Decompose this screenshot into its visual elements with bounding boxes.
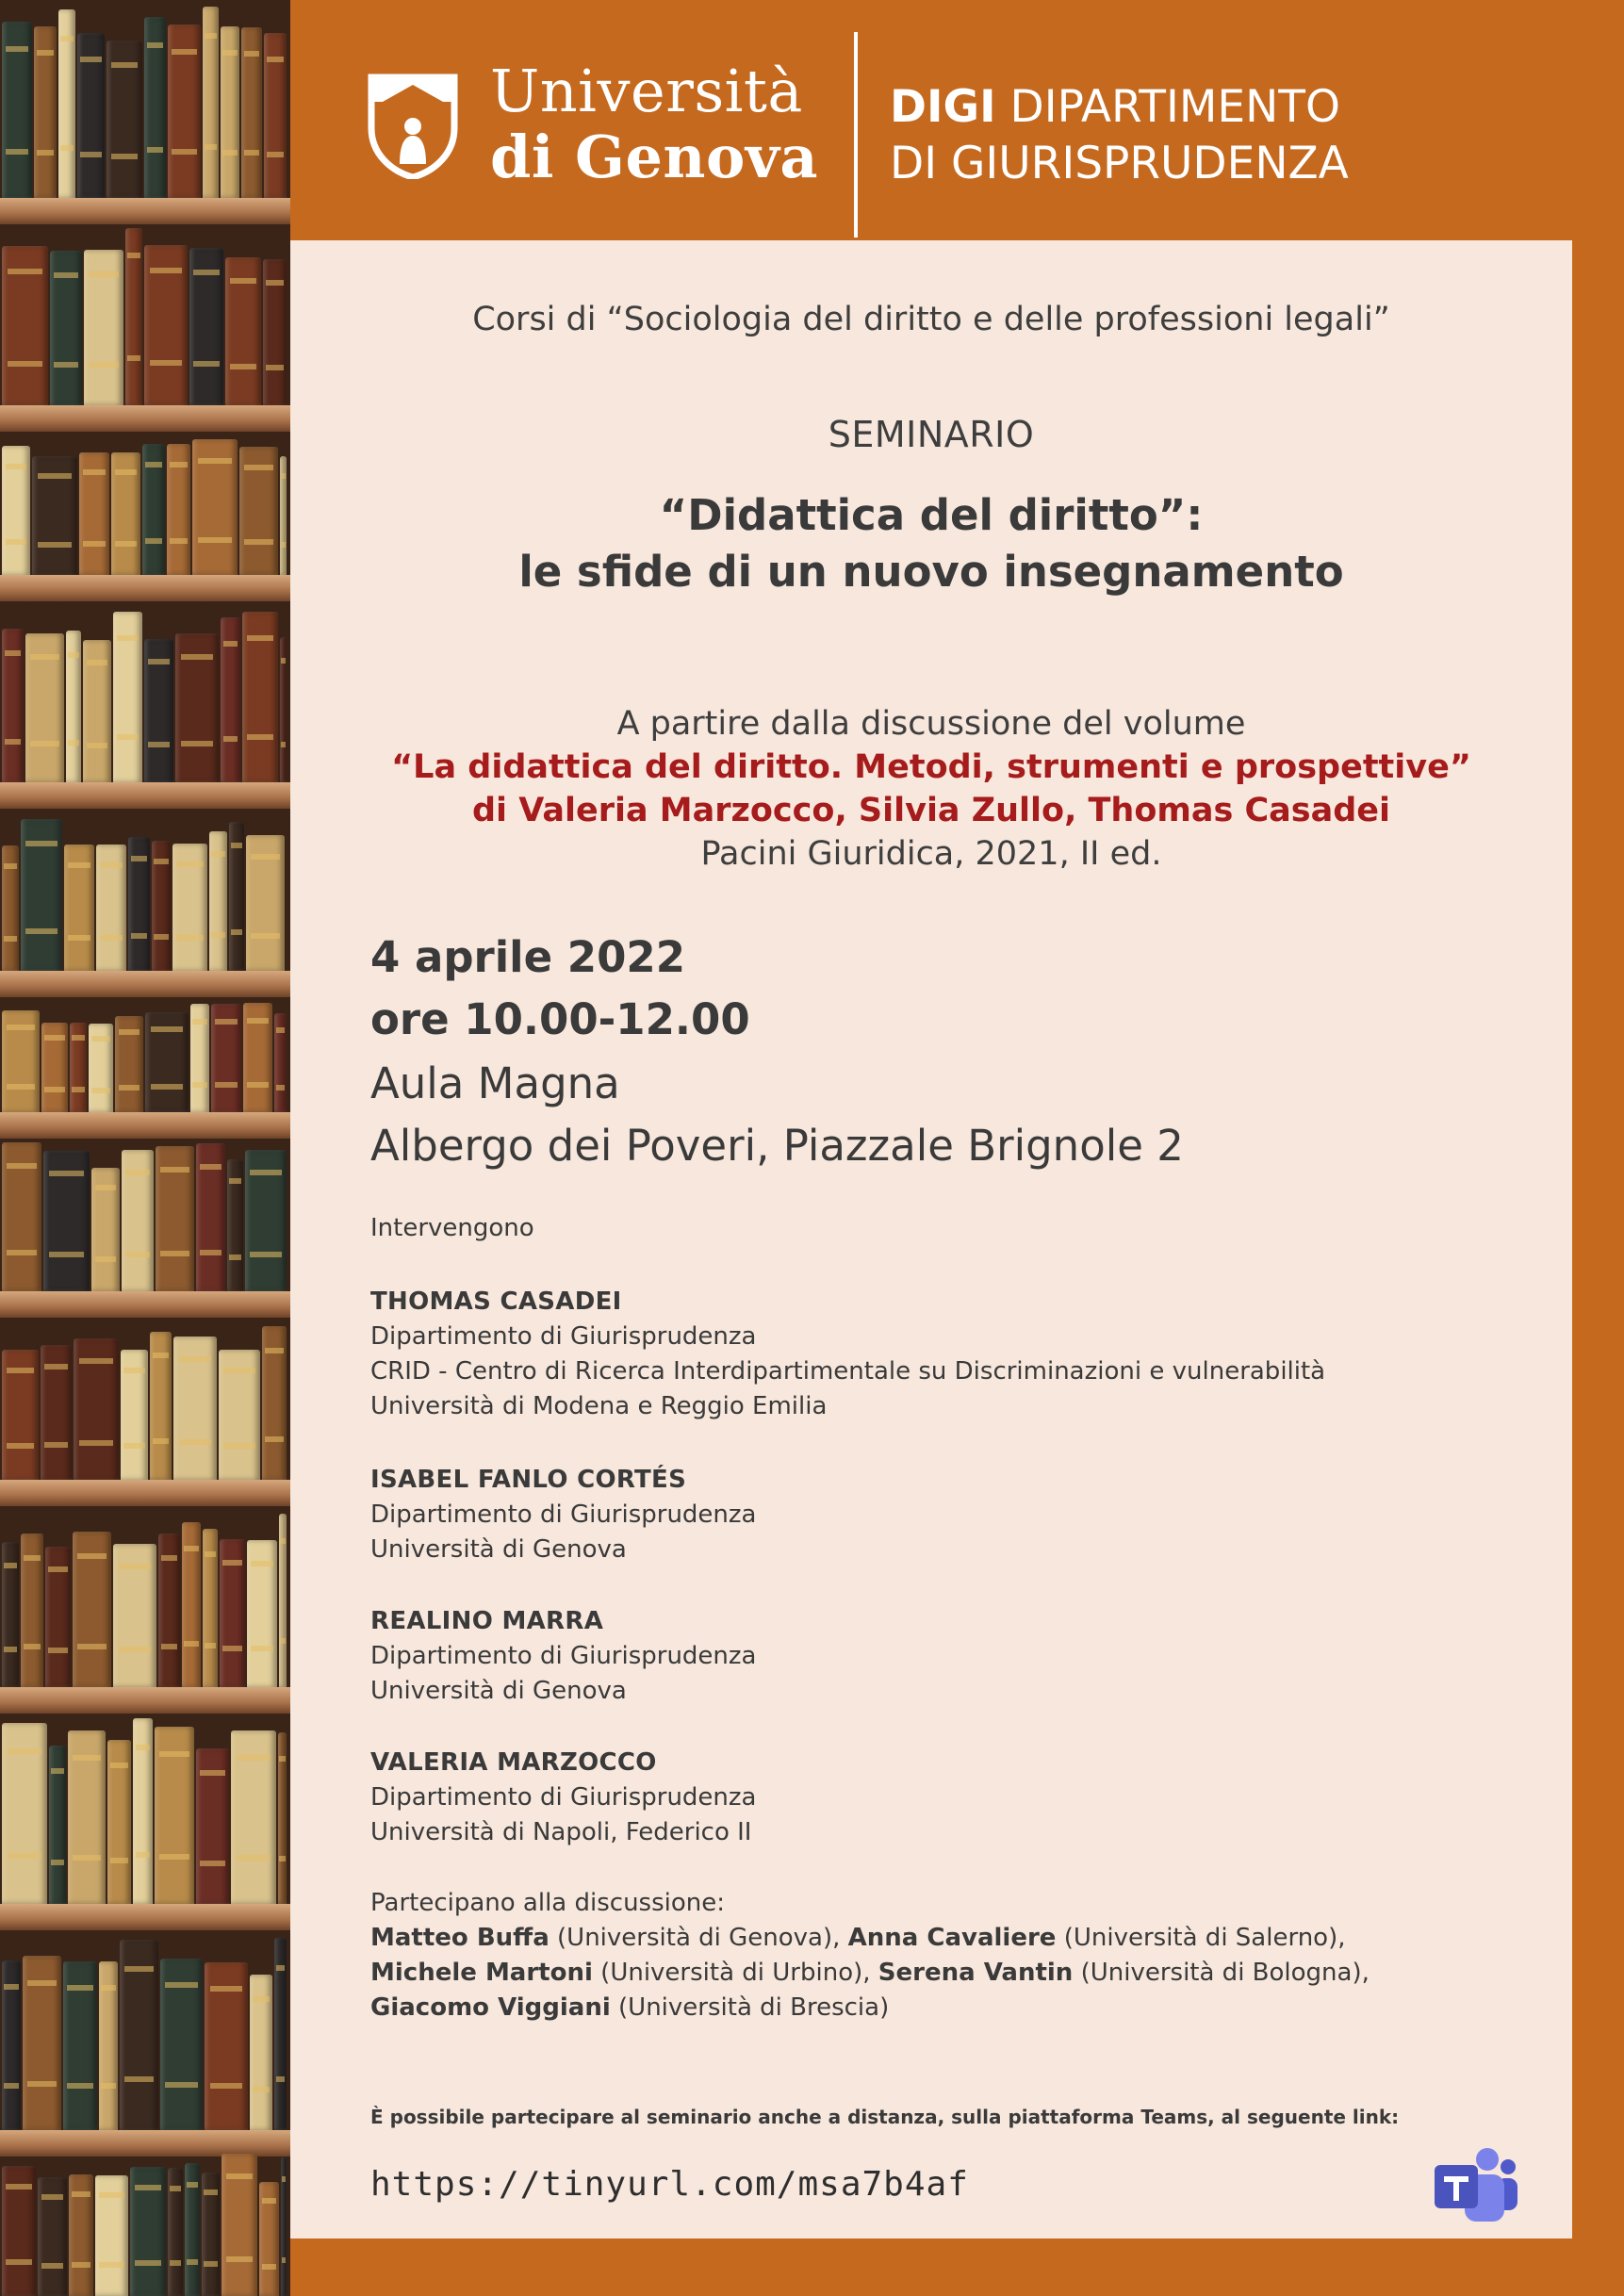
teams-link[interactable]: https://tinyurl.com/msa7b4af (370, 2165, 969, 2204)
book-spine (168, 2168, 183, 2296)
shelf-row (0, 999, 290, 1112)
book-spine (50, 251, 82, 405)
book-spine (2, 1542, 19, 1687)
book-spine (192, 439, 238, 575)
book-spine (247, 1540, 277, 1687)
book-spine (91, 1168, 120, 1291)
university-shield-icon (366, 74, 460, 179)
book-spine (121, 1350, 148, 1480)
book-spine (209, 831, 227, 971)
book-spine (246, 835, 285, 971)
book-spine (43, 1151, 90, 1291)
book-spine (2, 2166, 36, 2296)
shelf-plank (0, 971, 290, 997)
event-date-time (370, 927, 1520, 1051)
book-spine (190, 1004, 209, 1112)
book-spine (89, 1024, 113, 1112)
book-spine (175, 633, 219, 782)
book-spine (2, 1960, 21, 2130)
book-spine (120, 1940, 158, 2130)
shelf-plank (0, 1112, 290, 1139)
shelf-row (0, 811, 290, 971)
event-date: 4 aprile 2022 (370, 932, 686, 982)
book-spine (160, 1959, 203, 2130)
book-spine (278, 1732, 287, 1904)
book-spine (241, 27, 262, 198)
university-name-line1: Università (490, 57, 803, 125)
book-spine (96, 845, 126, 971)
shelf-plank (0, 782, 290, 809)
participant-name: Anna Cavaliere (847, 1924, 1057, 1952)
speakers-heading: Intervengono (370, 1214, 534, 1242)
book-spine (41, 1345, 72, 1480)
speaker-block (370, 1463, 1530, 1567)
book-spine (113, 612, 142, 782)
book-title: “La didattica del diritto. Metodi, strumenti e prospettive” (391, 748, 1471, 786)
book-spine (77, 33, 105, 198)
book-spine (130, 2167, 166, 2296)
book-spine (279, 1514, 287, 1687)
speaker-name: ISABEL FANLO CORTÉS (370, 1466, 687, 1494)
discussion-heading: Partecipano alla discussione: (370, 1889, 726, 1917)
university-name-line2: di Genova (490, 123, 819, 191)
book-spine (280, 456, 287, 575)
seminar-title (290, 487, 1572, 600)
book-spine (142, 444, 165, 575)
book-spine (185, 2163, 200, 2296)
header (290, 0, 1624, 240)
speaker-affiliation: Dipartimento di Giurisprudenza (370, 1642, 757, 1670)
book-spine (264, 33, 287, 198)
book-spine (107, 41, 142, 198)
speaker-affiliation: Dipartimento di Giurisprudenza (370, 1322, 757, 1351)
book-spine (74, 1338, 119, 1480)
shelf-plank (0, 405, 290, 432)
shelf-plank (0, 1904, 290, 1930)
book-spine (73, 1532, 111, 1687)
shelf-row (0, 1711, 290, 1904)
book-spine (211, 1004, 241, 1112)
participant-affiliation: (Università di Brescia) (610, 1993, 890, 2022)
book-spine (203, 1529, 218, 1687)
shelf-plank (0, 1480, 290, 1506)
book-spine (25, 633, 64, 782)
book-spine (32, 456, 77, 575)
event-type: SEMINARIO (828, 414, 1035, 455)
book-spine (63, 1961, 97, 2130)
book-spine (221, 2154, 257, 2296)
book-spine (167, 444, 190, 575)
speaker-block (370, 1285, 1530, 1424)
book-spine (150, 1332, 172, 1480)
book-spine (189, 248, 223, 405)
book-spine (58, 9, 75, 198)
shelf-row (0, 603, 290, 782)
book-spine (145, 1012, 189, 1112)
book-spine (196, 1143, 225, 1291)
venue-room: Aula Magna (370, 1058, 620, 1108)
book-spine (231, 1730, 276, 1904)
book-spine (70, 1023, 87, 1112)
shelf-row (0, 1136, 290, 1291)
venue-address: Albergo dei Poveri, Piazzale Brignole 2 (370, 1121, 1184, 1171)
book-spine (84, 250, 123, 405)
book-spine (173, 1337, 217, 1480)
shelf-plank (0, 1291, 290, 1318)
book-spine (274, 1013, 287, 1112)
book-spine (23, 1956, 61, 2130)
speaker-affiliation: Università di Genova (370, 1677, 627, 1705)
book-spine (259, 2182, 279, 2296)
book-spine (156, 1146, 194, 1291)
book-spine (229, 822, 244, 971)
content-panel (290, 240, 1572, 2239)
book-spine (221, 26, 239, 198)
participant-name: Michele Martoni (370, 1959, 593, 1987)
book-spine (2, 246, 48, 405)
shelf-row (0, 434, 290, 575)
department-name-line1: DIPARTIMENTO (995, 81, 1340, 133)
shelf-plank (0, 198, 290, 224)
book-spine (168, 25, 201, 198)
discussion-participants (370, 1886, 1520, 2025)
book-spine (34, 26, 57, 198)
bookshelf-image (0, 0, 290, 2296)
remote-participation-note: È possibile partecipare al seminario anche a distanza, sulla piattaforma Teams, al seguente link: (370, 2106, 1400, 2128)
participant-name: Giacomo Viggiani (370, 1993, 611, 2022)
header-divider (854, 32, 858, 238)
book-spine (274, 1938, 287, 2130)
participant-affiliation: (Università di Salerno), (1056, 1924, 1346, 1952)
speaker-affiliation: Dipartimento di Giurisprudenza (370, 1501, 757, 1529)
book-spine (107, 1740, 131, 1904)
book-spine (280, 637, 287, 782)
book-discussion (290, 702, 1572, 876)
book-spine (281, 2157, 287, 2296)
book-spine (152, 841, 171, 971)
book-publisher: Pacini Giuridica, 2021, II ed. (700, 835, 1162, 873)
book-spine (202, 2173, 220, 2296)
speaker-block (370, 1746, 1530, 1850)
book-spine (79, 452, 109, 575)
book-spine (243, 1003, 272, 1112)
speaker-name: VALERIA MARZOCCO (370, 1748, 657, 1777)
book-spine (2, 1723, 47, 1904)
book-spine (95, 2175, 128, 2296)
event-time: ore 10.00-12.00 (370, 994, 750, 1044)
book-spine (66, 631, 81, 782)
book-spine (122, 1150, 154, 1291)
book-intro: A partire dalla discussione del volume (616, 705, 1246, 743)
speaker-affiliation: CRID - Centro di Ricerca Interdipartimentale su Discriminazioni e vulnerabilità (370, 1357, 1326, 1386)
book-spine (99, 1961, 118, 2130)
book-spine (2, 629, 24, 782)
shelf-plank (0, 1687, 290, 1714)
book-spine (263, 259, 287, 405)
book-spine (38, 2177, 67, 2296)
book-spine (133, 1718, 153, 1904)
book-spine (203, 7, 219, 198)
participant-name: Matteo Buffa (370, 1924, 550, 1952)
shelf-row (0, 221, 290, 405)
department-name-line2: DI GIURISPRUDENZA (890, 138, 1349, 189)
book-spine (111, 452, 140, 575)
book-spine (144, 17, 166, 198)
speaker-block (370, 1604, 1530, 1709)
book-spine (144, 639, 173, 782)
book-spine (64, 845, 94, 971)
book-spine (128, 837, 150, 971)
book-spine (125, 228, 142, 405)
book-spine (158, 1533, 180, 1687)
book-spine (49, 1746, 66, 1904)
book-spine (239, 447, 278, 575)
participant-affiliation: (Università di Bologna), (1073, 1959, 1370, 1987)
book-spine (172, 844, 207, 971)
book-spine (2, 22, 32, 198)
book-spine (2, 845, 19, 971)
course-name: Corsi di “Sociologia del diritto e delle professioni legali” (472, 301, 1390, 338)
book-spine (221, 617, 240, 782)
department-name (890, 79, 1349, 192)
book-spine (115, 1016, 143, 1112)
book-spine (242, 612, 278, 782)
book-spine (83, 640, 111, 782)
speaker-affiliation: Dipartimento di Giurisprudenza (370, 1783, 757, 1812)
book-spine (205, 1962, 248, 2130)
book-spine (2, 1010, 40, 1112)
shelf-row (0, 2149, 290, 2296)
speaker-affiliation: Università di Genova (370, 1535, 627, 1564)
book-spine (21, 1533, 43, 1687)
book-spine (220, 1539, 245, 1687)
book-spine (45, 1547, 71, 1687)
shelf-row (0, 1320, 290, 1480)
speaker-affiliation: Università di Modena e Reggio Emilia (370, 1392, 828, 1420)
book-spine (250, 1975, 272, 2130)
department-abbreviation: DIGI (890, 81, 996, 133)
speaker-affiliation: Università di Napoli, Federico II (370, 1818, 752, 1846)
book-spine (182, 1522, 201, 1687)
book-spine (113, 1544, 156, 1687)
shelf-row (0, 0, 290, 198)
microsoft-teams-icon (1433, 2146, 1519, 2227)
book-spine (2, 446, 30, 575)
book-spine (2, 1142, 41, 1291)
shelf-row (0, 1932, 290, 2130)
participant-name: Serena Vantin (878, 1959, 1074, 1987)
book-spine (227, 1159, 243, 1291)
shelf-plank (0, 575, 290, 601)
book-spine (196, 1748, 229, 1904)
book-spine (41, 1023, 68, 1112)
participant-affiliation: (Università di Urbino), (592, 1959, 878, 1987)
book-spine (155, 1727, 194, 1904)
participant-affiliation: (Università di Genova), (549, 1924, 848, 1952)
speaker-name: THOMAS CASADEI (370, 1287, 622, 1316)
seminar-title-line2: le sfide di un nuovo insegnamento (518, 547, 1344, 597)
book-spine (225, 257, 261, 405)
book-spine (219, 1350, 260, 1480)
book-spine (2, 1350, 39, 1480)
event-venue (370, 1053, 1520, 1177)
book-spine (21, 819, 62, 971)
shelf-row (0, 1508, 290, 1687)
university-name (490, 58, 818, 190)
book-spine (69, 2174, 93, 2296)
speaker-name: REALINO MARRA (370, 1607, 604, 1635)
seminar-title-line1: “Didattica del diritto”: (659, 490, 1204, 540)
book-authors: di Valeria Marzocco, Silvia Zullo, Thomas Casadei (471, 792, 1391, 829)
book-spine (68, 1730, 106, 1904)
book-spine (262, 1326, 287, 1480)
book-spine (245, 1150, 287, 1291)
book-spine (144, 245, 188, 405)
